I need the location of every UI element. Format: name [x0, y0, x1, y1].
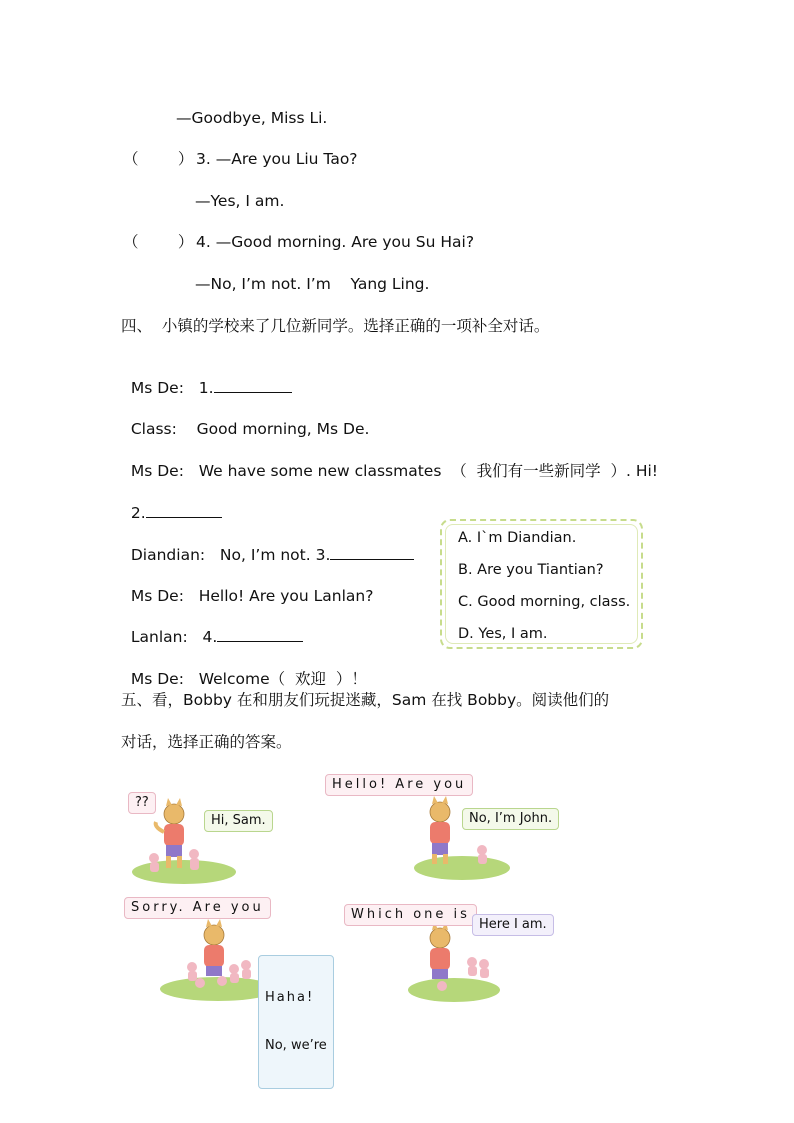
answer-blank-4[interactable] — [217, 627, 303, 642]
question-4: 4. —Good morning. Are you Su Hai? — [196, 233, 475, 251]
speaker: Ms De: — [130, 670, 184, 688]
dialogue-line-5 — [121, 566, 373, 606]
speaker: Ms De: — [130, 462, 184, 480]
mouse-icon — [477, 845, 487, 864]
dialogue-text: We have some new classmates （ 我们有一些新同学 ）. Hi! — [198, 462, 658, 480]
speaker: Class: — [130, 420, 177, 438]
dialogue-line-3b — [121, 483, 222, 523]
speaker: Diandian: — [130, 546, 206, 564]
question-3-answer: —Yes, I am. — [195, 192, 285, 210]
picture-3 — [122, 895, 332, 1053]
blank-number: 2. — [130, 504, 146, 522]
speech-bubble-haha — [258, 955, 334, 1089]
question-3: 3. —Are you Liu Tao? — [196, 150, 358, 168]
cat-sam-icon — [430, 796, 450, 864]
dialogue-line-2 — [121, 399, 369, 439]
option-b[interactable]: B. Are you Tiantian? — [458, 562, 604, 578]
option-d[interactable]: D. Yes, I am. — [458, 626, 548, 642]
cat-sam-icon — [430, 922, 450, 979]
picture-2 — [322, 772, 562, 887]
dialogue-line-4 — [121, 525, 414, 565]
speaker: Ms De: — [130, 587, 184, 605]
blank-number: 1. — [198, 379, 214, 397]
blank-number: 4. — [202, 628, 218, 646]
dialogue-text: Good morning, Ms De. — [196, 420, 370, 438]
speech-bubble-question: ?? — [128, 792, 156, 814]
picture-4 — [342, 902, 547, 1007]
speaker: Ms De: — [130, 379, 184, 397]
picture-1 — [124, 782, 284, 887]
speaker: Lanlan: — [130, 628, 188, 646]
dialogue-text: Hello! Are you Lanlan? — [198, 587, 374, 605]
answer-blank-3[interactable] — [330, 545, 414, 560]
speech-bubble-sorry: Sorry. Are you — [124, 897, 271, 919]
question-3-paren[interactable]: （ ） — [123, 150, 194, 168]
answer-blank-2[interactable] — [146, 503, 222, 518]
options-box — [440, 519, 643, 649]
speech-bubble-hello: Hello! Are you — [325, 774, 473, 796]
question-4-paren[interactable]: （ ） — [123, 233, 194, 251]
option-a[interactable]: A. I`m Diandian. — [458, 530, 577, 546]
option-c[interactable]: C. Good morning, class. — [458, 594, 631, 610]
cat-sam-icon — [156, 798, 184, 868]
dialogue-line-1 — [121, 358, 292, 398]
dialogue-text: No, I’m not. 3. — [219, 546, 331, 564]
dialogue-line-6 — [121, 607, 303, 647]
section-5-title-line-1: 五、看，Bobby 在和朋友们玩捉迷藏，Sam 在找 Bobby。阅读他们的 — [121, 691, 610, 709]
dialogue-text: Welcome（ 欢迎 ）！ — [198, 670, 367, 688]
section-5-title-line-2: 对话，选择正确的答案。 — [121, 733, 292, 751]
haha-text: Haha! — [265, 990, 315, 1005]
question-4-answer: —No, I’m not. I’m Yang Ling. — [195, 275, 430, 293]
section-4-title: 四、 小镇的学校来了几位新同学。选择正确的一项补全对话。 — [121, 317, 550, 335]
speech-bubble-john: No, I’m John. — [462, 808, 559, 830]
no-were-text: No, we’re — [265, 1038, 327, 1053]
dialogue-goodbye: —Goodbye, Miss Li. — [176, 109, 328, 127]
answer-blank-1[interactable] — [214, 378, 292, 393]
speech-bubble-which-one: Which one is — [344, 904, 477, 926]
speech-bubble-here-i-am: Here I am. — [472, 914, 554, 936]
cat-sam-icon — [204, 919, 224, 976]
dialogue-line-3 — [121, 441, 658, 481]
speech-bubble-hi-sam: Hi, Sam. — [204, 810, 273, 832]
dialogue-line-7 — [121, 649, 367, 689]
